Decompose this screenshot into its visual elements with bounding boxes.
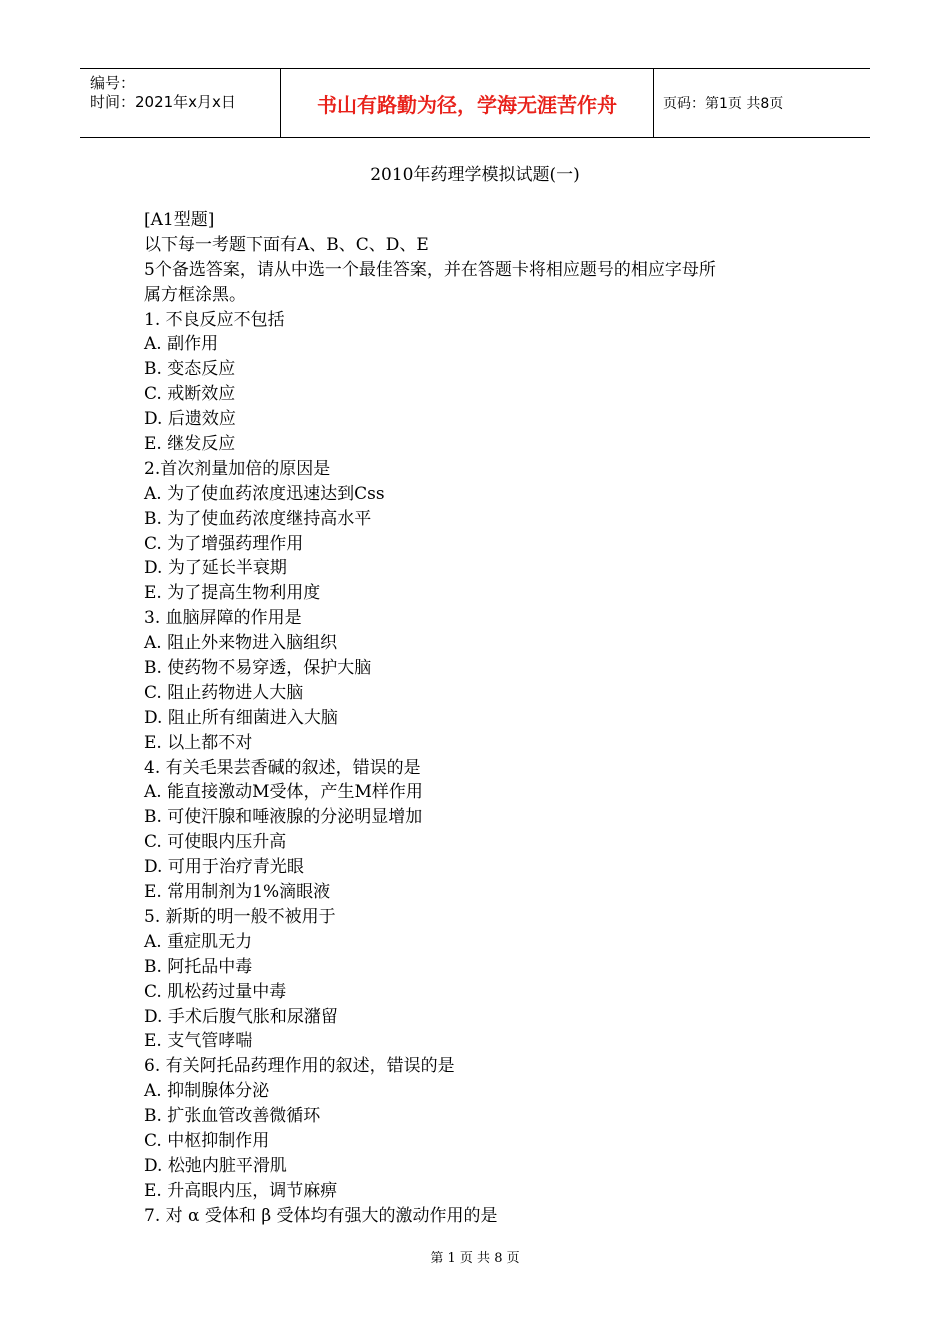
date-label: 时间：2021年x月x日 xyxy=(90,93,236,111)
text-line: A. 为了使血药浓度迅速达到Css xyxy=(144,483,385,504)
text-line: 5. 新斯的明一般不被用于 xyxy=(144,906,336,927)
text-line: D. 可用于治疗青光眼 xyxy=(144,857,304,878)
text-line: 属方框涂黑。 xyxy=(144,284,246,305)
text-line: E. 以上都不对 xyxy=(144,732,253,753)
text-line: C. 阻止药物进人大脑 xyxy=(144,682,304,703)
text-line: C. 中枢抑制作用 xyxy=(144,1130,270,1151)
text-line: D. 松弛内脏平滑肌 xyxy=(144,1155,287,1176)
text-line: D. 后遗效应 xyxy=(144,409,236,430)
text-line: B. 使药物不易穿透，保护大脑 xyxy=(144,658,372,679)
header-meta xyxy=(80,69,280,137)
text-line: A. 抑制腺体分泌 xyxy=(144,1081,270,1102)
text-line: 3. 血脑屏障的作用是 xyxy=(144,608,302,629)
page-footer: 第 1 页 共 8 页 xyxy=(430,1251,520,1266)
text-line: 1. 不良反应不包括 xyxy=(144,309,285,330)
document-title: 2010年药理学模拟试题(一) xyxy=(370,165,580,185)
text-line: A. 副作用 xyxy=(144,334,219,355)
text-line: E. 继发反应 xyxy=(144,434,236,455)
text-line: A. 能直接激动M受体，产生M样作用 xyxy=(144,782,423,803)
text-line: B. 阿托品中毒 xyxy=(144,956,253,977)
text-line: B. 可使汗腺和唾液腺的分泌明显增加 xyxy=(144,807,423,828)
text-line: C. 戒断效应 xyxy=(144,384,236,405)
text-line: A. 重症肌无力 xyxy=(144,931,253,952)
text-line: 7. 对 α 受体和 β 受体均有强大的激动作用的是 xyxy=(144,1205,498,1226)
text-line: C. 可使眼内压升高 xyxy=(144,832,287,853)
text-line: E. 常用制剂为1%滴眼液 xyxy=(144,882,331,903)
document-header xyxy=(80,68,870,138)
text-line: 6. 有关阿托品药理作用的叙述，错误的是 xyxy=(144,1056,455,1077)
header-divider xyxy=(653,69,654,137)
code-label: 编号： xyxy=(90,74,136,92)
text-line: C. 肌松药过量中毒 xyxy=(144,981,287,1002)
text-line: B. 扩张血管改善微循环 xyxy=(144,1106,321,1127)
text-line: E. 升高眼内压，调节麻痹 xyxy=(144,1180,338,1201)
text-line: 以下每一考题下面有A、B、C、D、E xyxy=(144,234,429,255)
text-line: B. 变态反应 xyxy=(144,359,236,380)
text-line: E. 为了提高生物利用度 xyxy=(144,583,321,604)
text-line: D. 为了延长半衰期 xyxy=(144,558,287,579)
header-motto: 书山有路勤为径，学海无涯苦作舟 xyxy=(317,92,617,117)
text-line: D. 阻止所有细菌进入大脑 xyxy=(144,707,338,728)
text-line: D. 手术后腹气胀和尿潴留 xyxy=(144,1006,338,1027)
text-line: 2.首次剂量加倍的原因是 xyxy=(144,458,331,479)
text-line: E. 支气管哮喘 xyxy=(144,1031,253,1052)
text-line: A. 阻止外来物进入脑组织 xyxy=(144,633,338,654)
text-line: [A1型题] xyxy=(144,210,215,230)
text-line: 4. 有关毛果芸香碱的叙述，错误的是 xyxy=(144,757,421,778)
text-line: B. 为了使血药浓度继持高水平 xyxy=(144,508,372,529)
header-page-info: 页码：第1页 共8页 xyxy=(663,96,784,112)
document-body xyxy=(144,208,844,1229)
text-line: C. 为了增强药理作用 xyxy=(144,533,304,554)
text-line: 5个备选答案，请从中选一个最佳答案，并在答题卡将相应题号的相应字母所 xyxy=(144,259,716,280)
